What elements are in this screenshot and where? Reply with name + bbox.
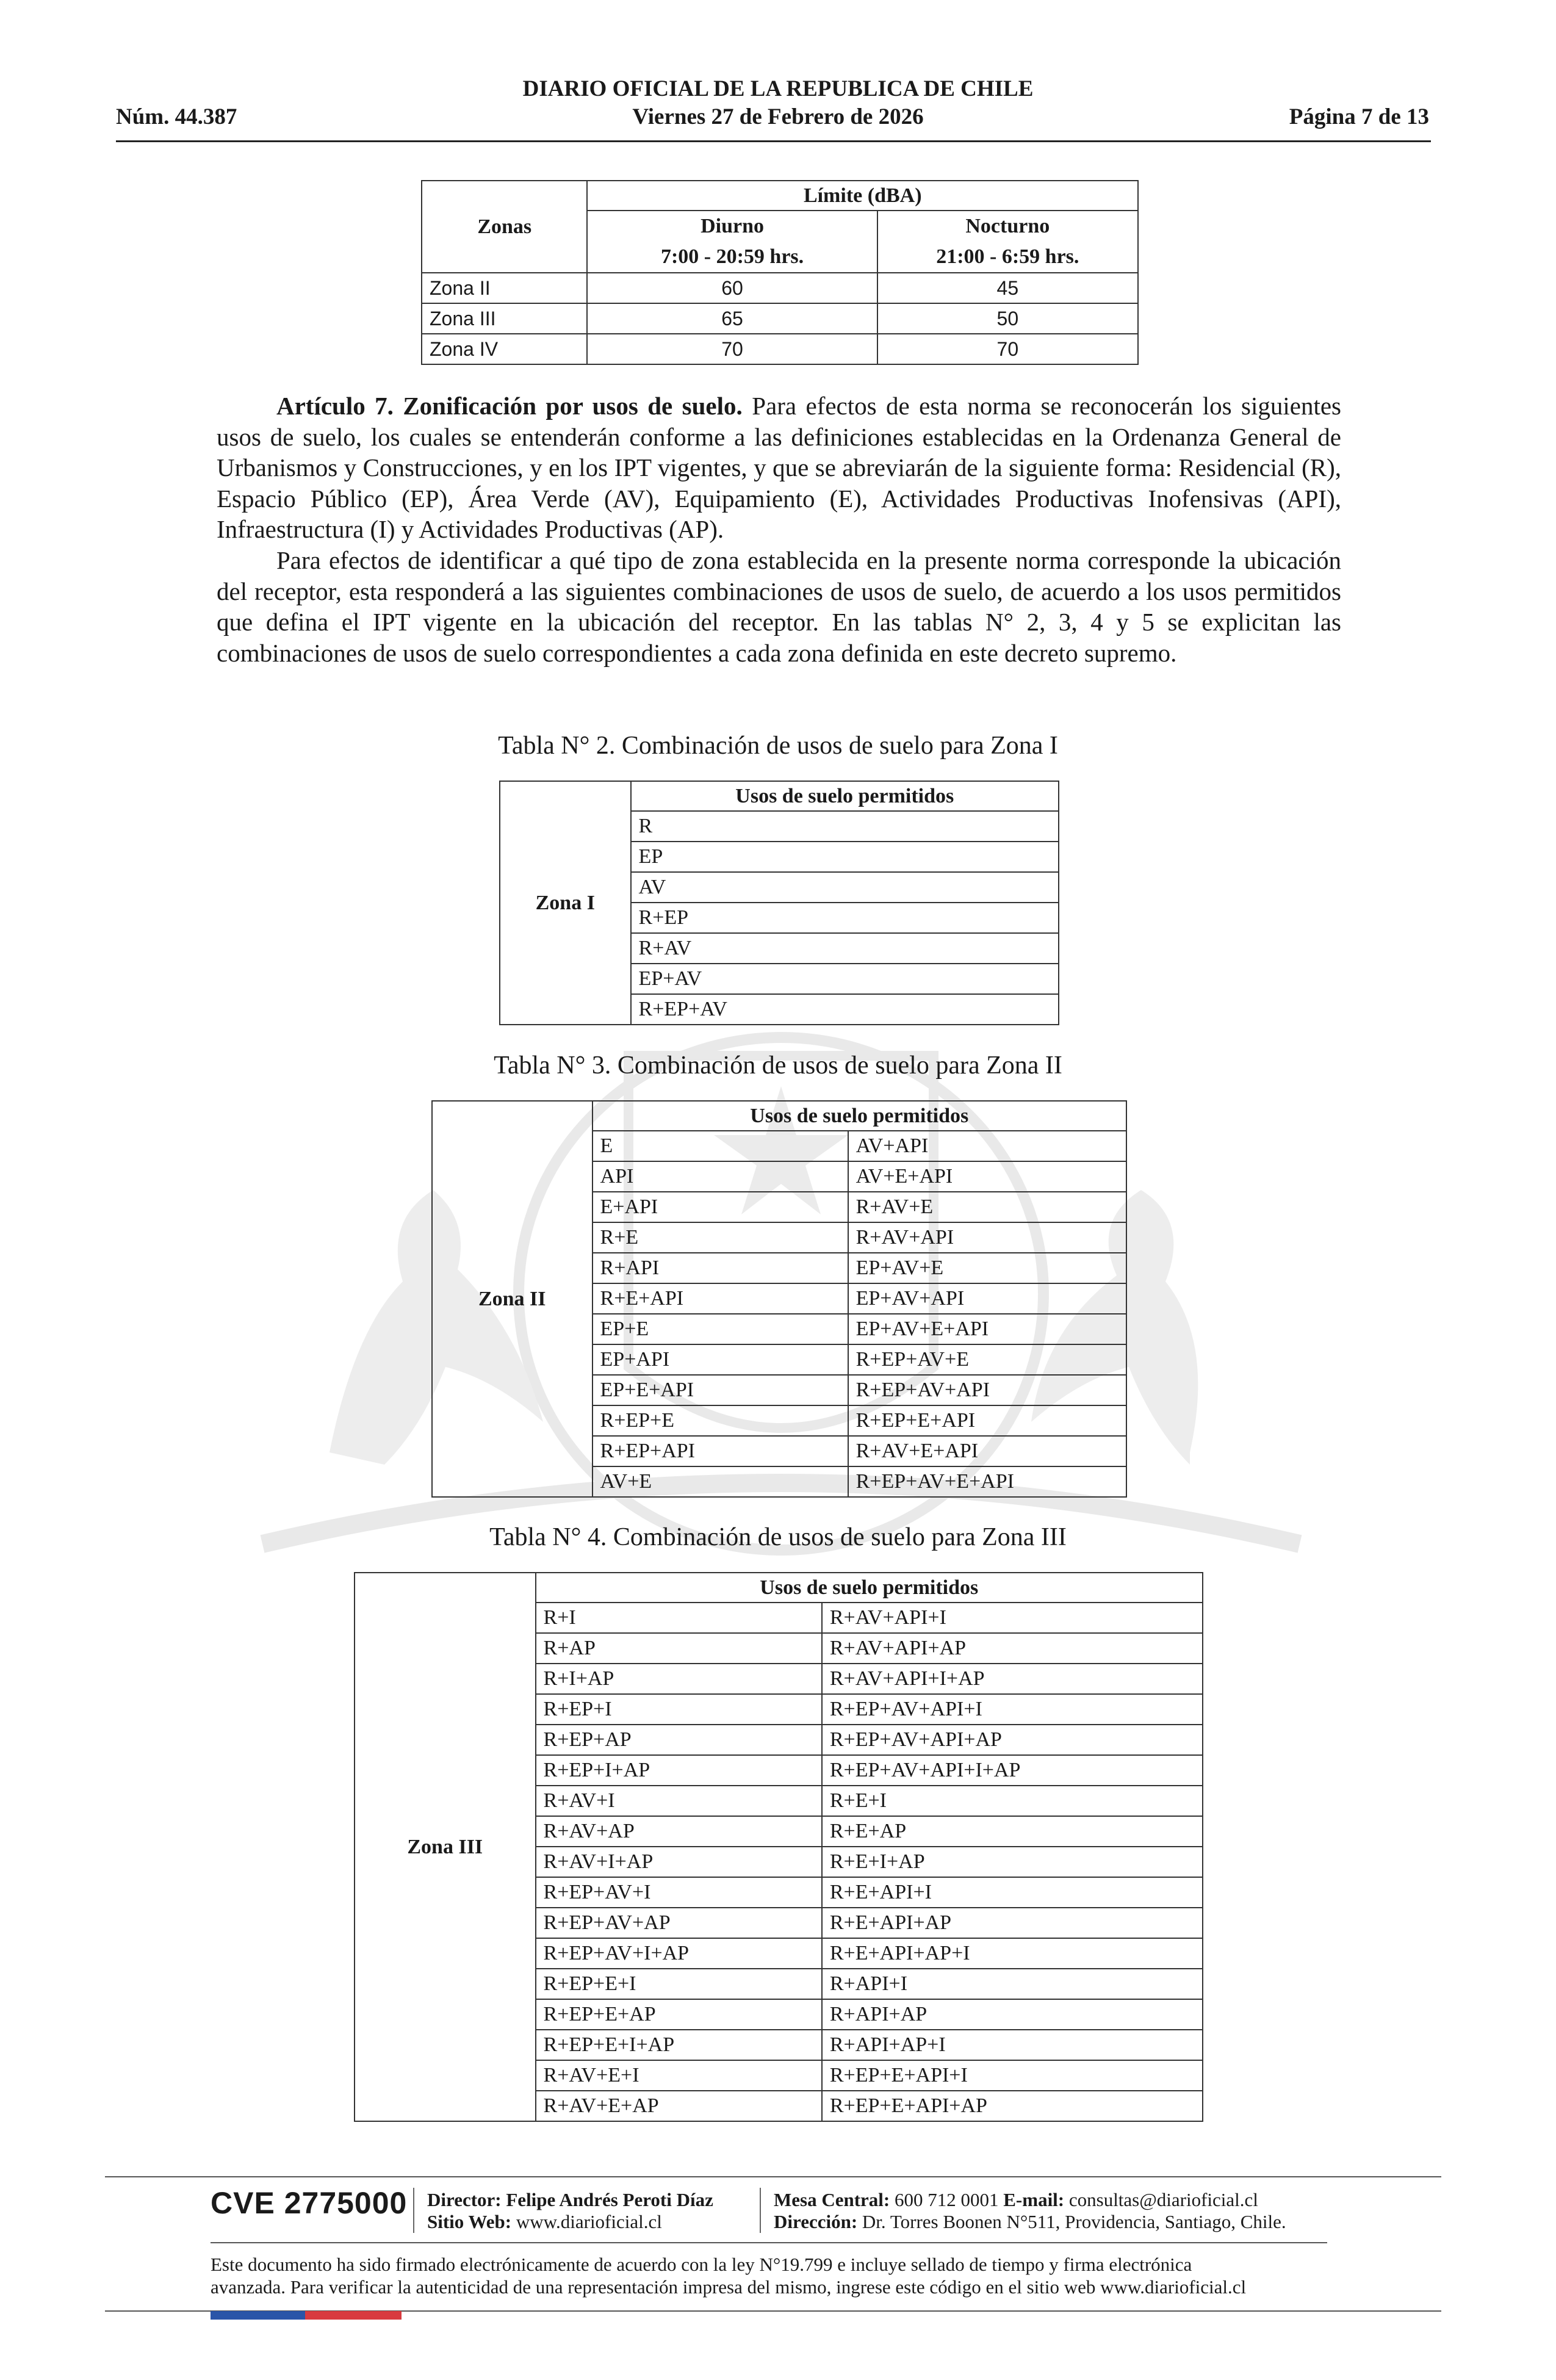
- publication-title: DIARIO OFICIAL DE LA REPUBLICA DE CHILE: [522, 76, 1034, 101]
- use-cell-left: R+EP+E+I+AP: [536, 2030, 822, 2060]
- article-text-2: Para efectos de identificar a qué tipo de zona establecida en la presente norma corresponde la ubicación del receptor, esta responderá a las siguientes combinaciones de usos de suelo, de acuerdo a los usos permitidos que defina el IPT vigente en la ubicación del receptor. En las tablas N° 2, 3, 4 y 5 se explicitan las combinaciones de usos de suelo correspondientes a cada zona definida en este decreto supremo.: [217, 546, 1341, 667]
- use-cell-right: R+EP+E+API+AP: [822, 2091, 1203, 2121]
- use-cell-right: R+EP+AV+API: [848, 1375, 1126, 1405]
- zonas-header: Zonas: [422, 181, 587, 273]
- zone-cell: Zona III: [355, 1573, 536, 2121]
- nocturno-cell: 70: [877, 334, 1138, 364]
- nocturno-cell: 45: [877, 273, 1138, 303]
- nocturno-header: [877, 211, 1138, 273]
- header-row: [432, 1101, 1126, 1131]
- use-cell-right: EP+AV+E+API: [848, 1314, 1126, 1344]
- use-cell-left: R+I: [536, 1603, 822, 1633]
- header-row: [500, 781, 1059, 811]
- use-cell-left: R+API: [593, 1253, 848, 1283]
- diurno-cell: 60: [587, 273, 877, 303]
- diurno-cell: 70: [587, 334, 877, 364]
- diurno-label: Diurno: [701, 215, 764, 237]
- uses-header: Usos de suelo permitidos: [536, 1573, 1203, 1603]
- use-cell: EP: [631, 842, 1059, 872]
- use-cell-left: R+I+AP: [536, 1664, 822, 1694]
- use-cell: EP+AV: [631, 964, 1059, 994]
- mesa-label: Mesa Central:: [774, 2189, 890, 2210]
- legal-line-2: avanzada. Para verificar la autenticidad de una representación impresa del mismo, ingrese este código en el sitio web www.diarioficial.cl: [211, 2276, 1247, 2298]
- use-cell-right: R+EP+AV+E: [848, 1344, 1126, 1375]
- use-cell-left: EP+E: [593, 1314, 848, 1344]
- uses-header: Usos de suelo permitidos: [593, 1101, 1126, 1131]
- use-cell-left: R+E: [593, 1222, 848, 1253]
- use-cell-right: R+AV+E+API: [848, 1436, 1126, 1466]
- table-row: [422, 273, 1138, 303]
- web-label: Sitio Web:: [427, 2211, 512, 2232]
- table-row: [422, 303, 1138, 334]
- diurno-header: [587, 211, 877, 273]
- legal-notice: [211, 2253, 1370, 2298]
- use-cell-left: R+EP+AV+I+AP: [536, 1938, 822, 1969]
- header-rule: [116, 140, 1431, 142]
- nocturno-label: Nocturno: [965, 215, 1050, 237]
- use-cell-right: R+EP+E+API: [848, 1405, 1126, 1436]
- noise-limits-table: [421, 180, 1139, 365]
- use-cell-right: R+EP+AV+API+I: [822, 1694, 1203, 1725]
- use-cell-right: R+EP+AV+API+I+AP: [822, 1755, 1203, 1786]
- footer-director-block: [427, 2189, 713, 2233]
- zona-cell: Zona IV: [422, 334, 587, 364]
- use-cell-left: R+AV+I: [536, 1786, 822, 1816]
- article-paragraph-1: [217, 391, 1341, 545]
- use-cell-left: R+EP+I: [536, 1694, 822, 1725]
- zona-iii-table: [354, 1572, 1203, 2122]
- use-cell-right: R+EP+AV+E+API: [848, 1466, 1126, 1497]
- use-cell-right: R+EP+E+API+I: [822, 2060, 1203, 2091]
- page-number: Página 7 de 13: [1289, 104, 1429, 129]
- limit-header: Límite (dBA): [587, 181, 1138, 211]
- use-cell-left: R+EP+E+AP: [536, 1999, 822, 2030]
- issue-number: Núm. 44.387: [116, 104, 237, 129]
- zona-ii-table: [431, 1100, 1127, 1498]
- use-cell-right: R+E+I+AP: [822, 1847, 1203, 1877]
- use-cell-right: R+API+AP+I: [822, 2030, 1203, 2060]
- mesa-value: 600 712 0001: [895, 2189, 999, 2210]
- footer-separator: [760, 2188, 761, 2233]
- use-cell: R+AV: [631, 933, 1059, 964]
- use-cell-right: EP+AV+E: [848, 1253, 1126, 1283]
- use-cell-left: EP+E+API: [593, 1375, 848, 1405]
- use-cell-right: R+E+API+AP: [822, 1908, 1203, 1938]
- use-cell-left: R+E+API: [593, 1283, 848, 1314]
- use-cell-left: R+EP+API: [593, 1436, 848, 1466]
- use-cell-left: R+EP+AV+I: [536, 1877, 822, 1908]
- use-cell-right: R+E+AP: [822, 1816, 1203, 1847]
- use-cell-left: R+AV+E+I: [536, 2060, 822, 2091]
- use-cell-right: R+E+API+I: [822, 1877, 1203, 1908]
- use-cell-right: R+AV+API+I+AP: [822, 1664, 1203, 1694]
- article-text-1: Para efectos de esta norma se reconocerán los siguientes usos de suelo, los cuales se entenderán conforme a las definiciones establecidas en la Ordenanza General de Urbanismos y Construcciones, y en los IPT vigentes, y que se abreviarán de la siguiente forma: Residencial (R), Espacio Público (EP), Área Verde (AV), Equipamiento (E), Actividades Productivas Inofensivas (API), Infraestructura (I) y Actividades Productivas (AP).: [217, 392, 1342, 543]
- use-cell: R: [631, 811, 1059, 842]
- use-cell-right: R+AV+API+I: [822, 1603, 1203, 1633]
- use-cell-left: R+AP: [536, 1633, 822, 1664]
- use-cell-right: R+AV+API+AP: [822, 1633, 1203, 1664]
- use-cell-left: R+AV+E+AP: [536, 2091, 822, 2121]
- use-cell: R+EP: [631, 903, 1059, 933]
- use-cell-left: EP+API: [593, 1344, 848, 1375]
- table-row: [422, 334, 1138, 364]
- use-cell-right: R+API+AP: [822, 1999, 1203, 2030]
- use-cell-right: R+API+I: [822, 1969, 1203, 1999]
- address-value: Dr. Torres Boonen N°511, Providencia, Santiago, Chile.: [862, 2211, 1286, 2232]
- flag-stripe-red: [305, 2311, 402, 2320]
- flag-stripe-blue: [211, 2311, 305, 2320]
- use-cell-left: E: [593, 1131, 848, 1161]
- article-paragraph-2: [217, 545, 1341, 668]
- zona-cell: Zona III: [422, 303, 587, 334]
- use-cell-left: AV+E: [593, 1466, 848, 1497]
- email-label: E-mail:: [1003, 2189, 1065, 2210]
- use-cell-left: R+EP+E: [593, 1405, 848, 1436]
- email-link[interactable]: consultas@diarioficial.cl: [1068, 2189, 1258, 2210]
- table4-caption: Tabla N° 4. Combinación de usos de suelo para Zona III: [489, 1523, 1067, 1551]
- director-label: Director:: [427, 2189, 502, 2210]
- nocturno-cell: 50: [877, 303, 1138, 334]
- table2-caption: Tabla N° 2. Combinación de usos de suelo para Zona I: [498, 732, 1058, 760]
- use-cell-left: R+AV+I+AP: [536, 1847, 822, 1877]
- use-cell: AV: [631, 872, 1059, 903]
- use-cell-left: R+EP+I+AP: [536, 1755, 822, 1786]
- diurno-hours: 7:00 - 20:59 hrs.: [660, 245, 804, 268]
- use-cell-left: API: [593, 1161, 848, 1192]
- zone-cell: Zona I: [500, 781, 631, 1025]
- footer-contact-block: [774, 2189, 1286, 2233]
- web-link[interactable]: www.diarioficial.cl: [516, 2211, 662, 2232]
- zone-cell: Zona II: [432, 1101, 593, 1497]
- nocturno-hours: 21:00 - 6:59 hrs.: [936, 245, 1079, 268]
- article-title: Artículo 7. Zonificación por usos de suelo.: [276, 392, 743, 420]
- use-cell-left: R+EP+AV+AP: [536, 1908, 822, 1938]
- footer-separator: [413, 2188, 414, 2233]
- use-cell-right: R+AV+E: [848, 1192, 1126, 1222]
- use-cell-left: R+EP+AP: [536, 1725, 822, 1755]
- table3-caption: Tabla N° 3. Combinación de usos de suelo para Zona II: [494, 1051, 1062, 1080]
- use-cell-right: R+EP+AV+API+AP: [822, 1725, 1203, 1755]
- zona-i-table: [499, 781, 1059, 1025]
- use-cell-right: R+AV+API: [848, 1222, 1126, 1253]
- use-cell-left: E+API: [593, 1192, 848, 1222]
- address-label: Dirección:: [774, 2211, 858, 2232]
- use-cell-right: AV+API: [848, 1131, 1126, 1161]
- use-cell-left: R+EP+E+I: [536, 1969, 822, 1999]
- uses-header: Usos de suelo permitidos: [631, 781, 1059, 811]
- cve-code: CVE 2775000: [211, 2186, 408, 2220]
- diurno-cell: 65: [587, 303, 877, 334]
- use-cell-right: EP+AV+API: [848, 1283, 1126, 1314]
- zona-cell: Zona II: [422, 273, 587, 303]
- director-name: Felipe Andrés Peroti Díaz: [506, 2189, 713, 2210]
- use-cell-right: AV+E+API: [848, 1161, 1126, 1192]
- publication-date: Viernes 27 de Febrero de 2026: [632, 104, 924, 129]
- header-row: [355, 1573, 1203, 1603]
- use-cell-right: R+E+API+AP+I: [822, 1938, 1203, 1969]
- legal-line-1: Este documento ha sido firmado electrónicamente de acuerdo con la ley N°19.799 e incluye sellado de tiempo y firma electrónica: [211, 2254, 1192, 2275]
- use-cell-left: R+AV+AP: [536, 1816, 822, 1847]
- use-cell-right: R+E+I: [822, 1786, 1203, 1816]
- footer-rule-top: [105, 2176, 1441, 2177]
- use-cell: R+EP+AV: [631, 994, 1059, 1025]
- footer-rule-mid: [211, 2242, 1327, 2243]
